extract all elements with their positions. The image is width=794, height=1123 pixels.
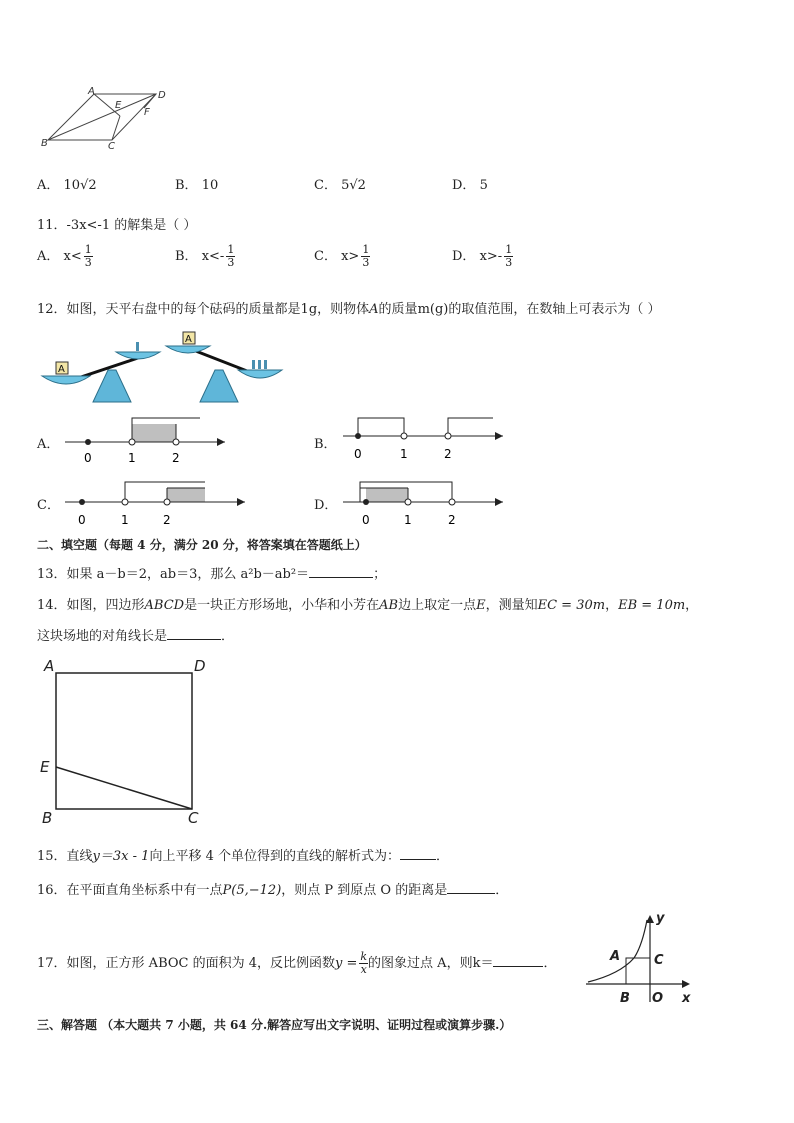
label-b: B: [41, 138, 48, 149]
q10-option-a: A． 10√2: [37, 178, 97, 193]
label-e: E: [115, 100, 122, 111]
q12-option-d-numberline: [338, 472, 508, 530]
tick-2: 2: [172, 451, 180, 465]
label-b: B: [42, 809, 53, 827]
q14-square-figure: [38, 655, 210, 827]
q17: 17．如图，正方形 ABOC 的面积为 4，反比例函数y = $\frac{k}{x}$ 的图象过点 A，则k＝ ．: [37, 950, 557, 976]
q12-option-a-letter: A．: [37, 437, 60, 452]
q11-stem: 11．-3x<-1 的解集是（ ）: [37, 218, 197, 233]
q12-option-c-letter: C．: [37, 498, 60, 513]
label-a: A: [88, 86, 95, 97]
q10-option-b: B． 10: [175, 178, 219, 193]
q11-option-d: D． x>- $\frac{1}{3}$: [452, 243, 513, 269]
left-balance: [42, 342, 160, 402]
label-f: F: [144, 107, 150, 118]
tick-0: 0: [362, 513, 370, 527]
label-a: A: [44, 657, 55, 675]
tick-2: 2: [163, 513, 171, 527]
q10-option-c: C． 5√2: [314, 178, 366, 193]
q12-option-d-letter: D．: [314, 498, 338, 513]
q12-option-b-numberline: [338, 412, 508, 468]
q15: 15．直线y＝3x - 1向上平移 4 个单位得到的直线的解析式为： ．: [37, 849, 449, 864]
label-y: y: [656, 912, 665, 926]
q11-option-c: C． x> $\frac{1}{3}$: [314, 243, 370, 269]
q16: 16．在平面直角坐标系中有一点P(5,−12)，则点 P 到原点 O 的距离是 ．: [37, 883, 509, 898]
section2-title: 二、填空题（每题 4 分，满分 20 分，将答案填在答题纸上）: [37, 538, 367, 552]
q12-option-a-numberline: [60, 412, 230, 468]
q17-graph-figure: [584, 912, 694, 1004]
q12-stem: 12．如图，天平右盘中的每个砝码的质量都是1g，则物体A的质量m(g)的取值范围，在数轴上可表示为（ ）: [37, 302, 661, 317]
tick-1: 1: [121, 513, 129, 527]
tick-0: 0: [78, 513, 86, 527]
tick-2: 2: [448, 513, 456, 527]
label-b: B: [620, 991, 630, 1004]
tick-0: 0: [354, 447, 362, 461]
label-c: C: [188, 809, 199, 827]
q11-option-a: A． x< $\frac{1}{3}$: [37, 243, 92, 269]
q12-balance-figure: [38, 330, 286, 405]
balance-label-left: A: [58, 364, 65, 375]
q12-option-b-letter: B．: [314, 437, 337, 452]
q13: 13．如果 a－b＝2，ab＝3，那么 a²b－ab²＝ ；: [37, 567, 387, 582]
label-x: x: [682, 991, 691, 1004]
tick-0: 0: [84, 451, 92, 465]
section3-title: 三、解答题 （本大题共 7 小题，共 64 分.解答应写出文字说明、证明过程或演算步骤.）: [37, 1018, 512, 1032]
q14-line1: 14．如图，四边形ABCD是一块正方形场地，小华和小芳在AB边上取定一点E，测量知EC = 30m，EB = 10m，: [37, 598, 699, 613]
q10-figure: [40, 86, 175, 150]
label-e: E: [40, 758, 50, 776]
label-c: C: [654, 953, 664, 968]
right-balance: [166, 332, 282, 402]
label-c: C: [108, 141, 115, 150]
label-d: D: [158, 90, 166, 101]
tick-1: 1: [404, 513, 412, 527]
tick-1: 1: [128, 451, 136, 465]
q14-line2: 这块场地的对角线长是 ．: [37, 629, 235, 644]
q12-option-c-numberline: [60, 472, 250, 530]
tick-2: 2: [444, 447, 452, 461]
balance-label-right: A: [185, 334, 192, 345]
q10-option-d: D． 5: [452, 178, 488, 193]
q11-option-b: B． x<- $\frac{1}{3}$: [175, 243, 235, 269]
label-d: D: [194, 657, 206, 675]
label-a: A: [610, 949, 621, 964]
label-o: O: [652, 991, 664, 1004]
tick-1: 1: [400, 447, 408, 461]
